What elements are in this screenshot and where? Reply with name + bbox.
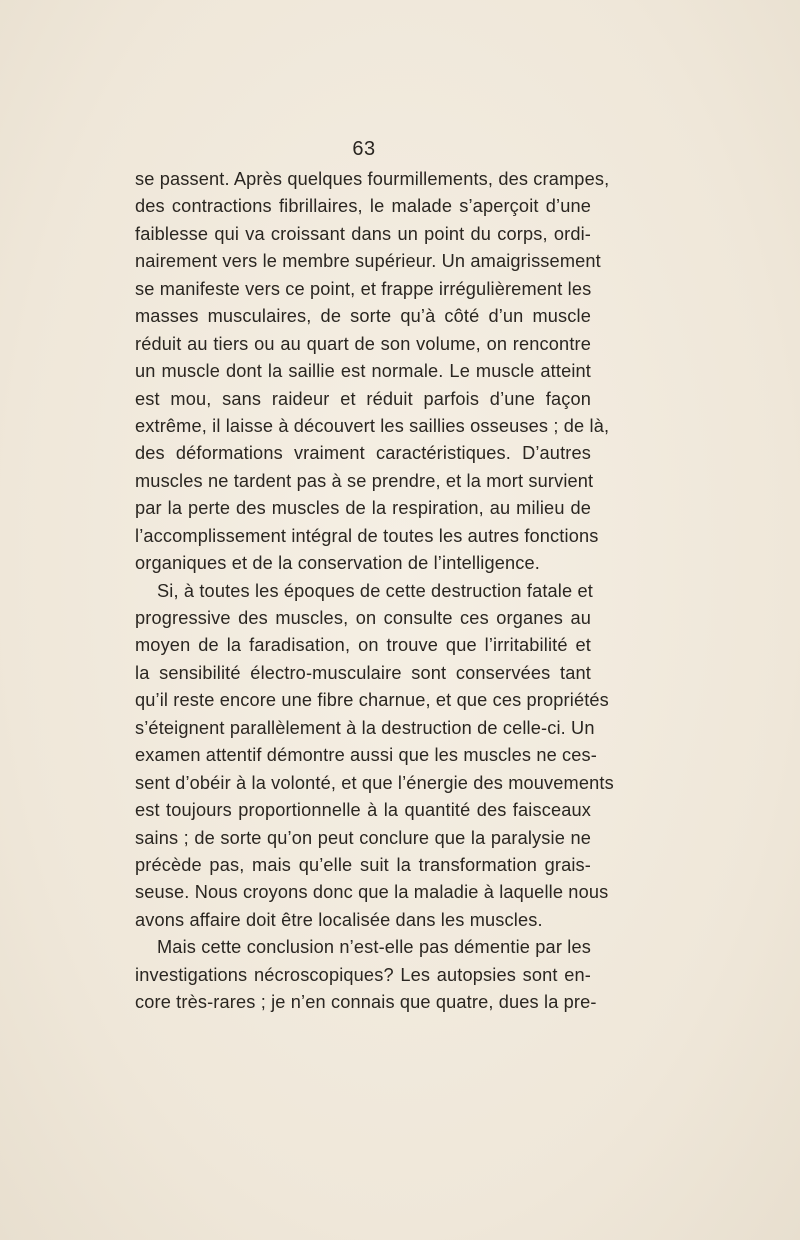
text-line: se manifeste vers ce point, et frappe irrégulièrement les (135, 278, 592, 299)
text-line: examen attentif démontre aussi que les muscles ne ces- (135, 745, 598, 766)
paragraph-end-line: organiques et de la conservation de l’intelligence. (135, 553, 541, 574)
text-line: extrême, il laisse à découvert les saillies osseuses ; de là, (135, 415, 610, 436)
text-line: par la perte des muscles de la respiration, au milieu de (135, 498, 591, 519)
text-line: investigations nécroscopiques? Les autopsies sont en- (135, 964, 591, 985)
text-line: l’accomplissement intégral de toutes les autres fonctions (135, 525, 599, 546)
page-number: 63 (352, 138, 376, 160)
text-line: est toujours proportionnelle à la quantité des faisceaux (135, 800, 591, 821)
text-line: faiblesse qui va croissant dans un point du corps, ordi- (135, 223, 591, 244)
text-line: des déformations vraiment caractéristiques. D’autres (135, 443, 591, 464)
text-line: seuse. Nous croyons donc que la maladie à laquelle nous (135, 882, 609, 903)
text-line: masses musculaires, de sorte qu’à côté d’un muscle (135, 306, 591, 327)
text-line: est mou, sans raideur et réduit parfois d’une façon (135, 388, 591, 409)
text-line: muscles ne tardent pas à se prendre, et la mort survient (135, 470, 594, 491)
text-line: nairement vers le membre supérieur. Un amaigrissement (135, 251, 601, 272)
text-line: moyen de la faradisation, on trouve que l’irritabilité et (135, 635, 591, 656)
paragraph-first-line: Si, à toutes les époques de cette destruction fatale et (157, 580, 593, 601)
text-line: s’éteignent parallèlement à la destruction de celle-ci. Un (135, 717, 595, 738)
text-line: précède pas, mais qu’elle suit la transformation grais- (135, 854, 591, 875)
text-line: sains ; de sorte qu’on peut conclure que la paralysie ne (135, 827, 591, 848)
text-line: réduit au tiers ou au quart de son volume, on rencontre (135, 333, 591, 354)
paragraph-end-line: avons affaire doit être localisée dans les muscles. (135, 909, 543, 930)
text-line: sent d’obéir à la volonté, et que l’énergie des mouvements (135, 772, 614, 793)
text-line: un muscle dont la saillie est normale. Le muscle atteint (135, 361, 591, 382)
body-text (135, 166, 614, 1017)
text-line: se passent. Après quelques fourmillements, des crampes, (135, 169, 610, 189)
text-line: progressive des muscles, on consulte ces organes au (135, 608, 591, 628)
text-line: la sensibilité électro-musculaire sont conservées tant (135, 662, 591, 683)
text-line: des contractions fibrillaires, le malade s’aperçoit d’une (135, 196, 591, 217)
paragraph-first-line: Mais cette conclusion n’est-elle pas démentie par les (157, 937, 591, 958)
text-line: core très-rares ; je n’en connais que quatre, dues la pre- (135, 992, 597, 1013)
text-line: qu’il reste encore une fibre charnue, et que ces propriétés (135, 690, 609, 711)
